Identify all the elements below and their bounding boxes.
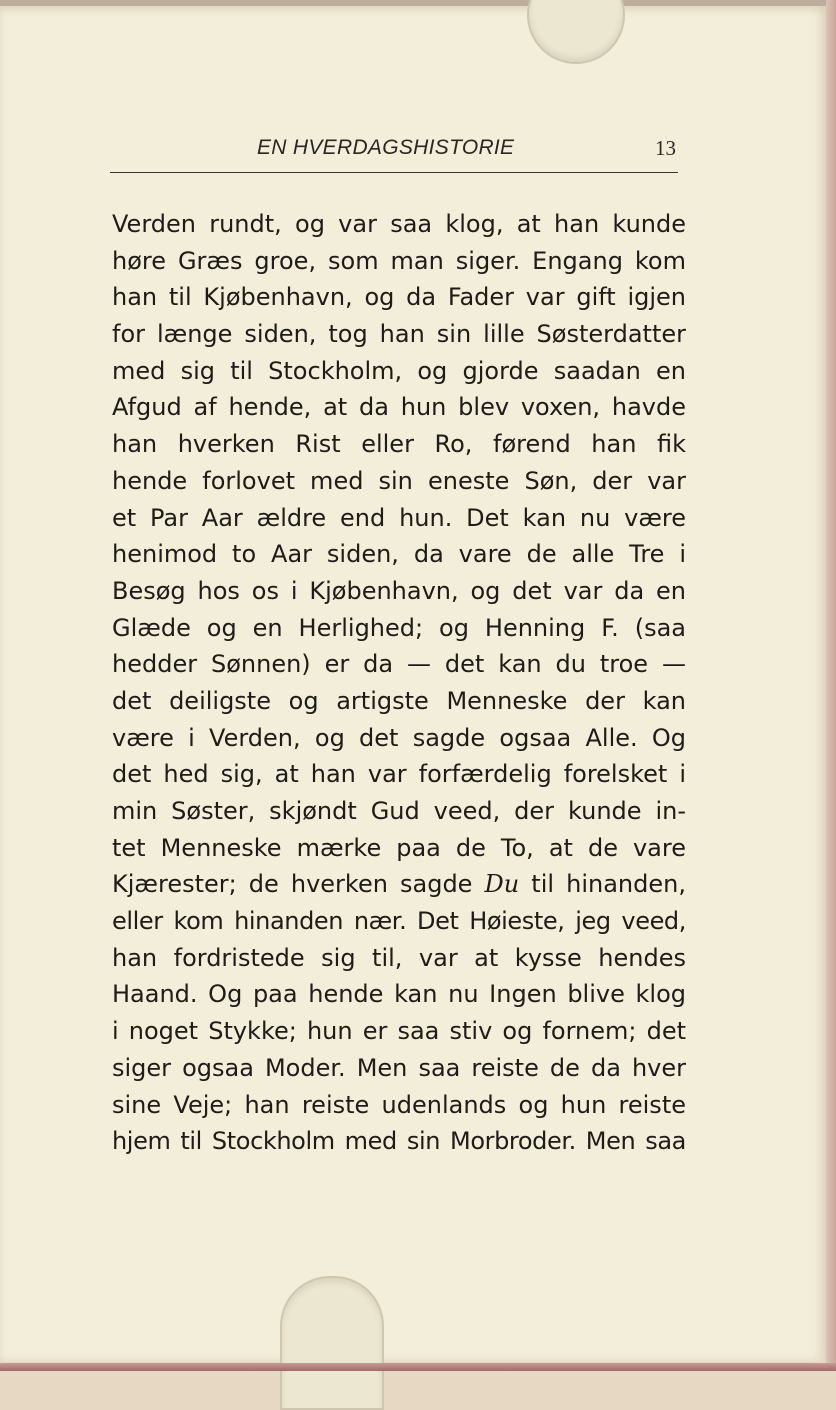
text-line: han til Kjøbenhavn, og da Fader var gift igjen [112,283,686,312]
text-line: det hed sig, at han var forfærdelig forelsket i [112,760,686,789]
text-line: Besøg hos os i Kjøbenhavn, og det var da en [112,576,686,605]
italic-word: Du [484,870,520,899]
text-line: for længe siden, tog han sin lille Søsterdatter [112,320,686,349]
text-line: Afgud af hende, at da hun blev voxen, havde [112,393,686,422]
page-holder-tab-top [527,0,625,64]
text-line: tet Menneske mærke paa de To, at de vare [112,833,686,862]
text-line: henimod to Aar siden, da vare de alle Tre i [112,540,686,569]
running-head-title: EN HVERDAGSHISTORIE [257,136,515,159]
page-right-edge [826,0,836,1371]
text-line: det deiligste og artigste Menneske der kan [112,686,686,715]
text-line: eller kom hinanden nær. Det Høieste, jeg veed, [112,907,686,936]
body-text [112,206,686,1160]
text-segment: til hinanden, [519,870,686,899]
page-holder-tab-bottom [280,1276,384,1410]
text-line: Verden rundt, og var saa klog, at han kunde [112,210,686,238]
text-line: han fordristede sig til, var at kysse hendes [112,943,686,972]
text-line: sine Veje; han reiste udenlands og hun reiste [112,1090,686,1119]
text-line: hedder Sønnen) er da — det kan du troe — [112,650,686,679]
page-number: 13 [655,136,676,160]
text-line: hende forlovet med sin eneste Søn, der var [112,466,686,495]
text-line: høre Græs groe, som man siger. Engang kom [112,246,686,275]
text-line: siger ogsaa Moder. Men saa reiste de da hver [112,1053,686,1082]
text-line [112,866,686,903]
header-rule [110,172,678,173]
text-segment: Kjærester; de hverken sagde [112,870,485,899]
text-line: han hverken Rist eller Ro, førend han fik [112,430,686,459]
text-line: være i Verden, og det sagde ogsaa Alle. Og [112,723,686,752]
text-line: i noget Stykke; hun er saa stiv og fornem; det [112,1017,686,1046]
text-line: hjem til Stockholm med sin Morbroder. Men saa [112,1127,686,1156]
text-line: Haand. Og paa hende kan nu Ingen blive klog [112,980,686,1009]
running-head [110,136,678,166]
page-bottom-edge [0,1363,836,1371]
text-line: min Søster, skjøndt Gud veed, der kunde in- [112,797,686,825]
text-line: et Par Aar ældre end hun. Det kan nu være [112,503,686,532]
text-line: med sig til Stockholm, og gjorde saadan en [112,356,686,385]
text-line: Glæde og en Herlighed; og Henning F. (saa [112,613,686,642]
